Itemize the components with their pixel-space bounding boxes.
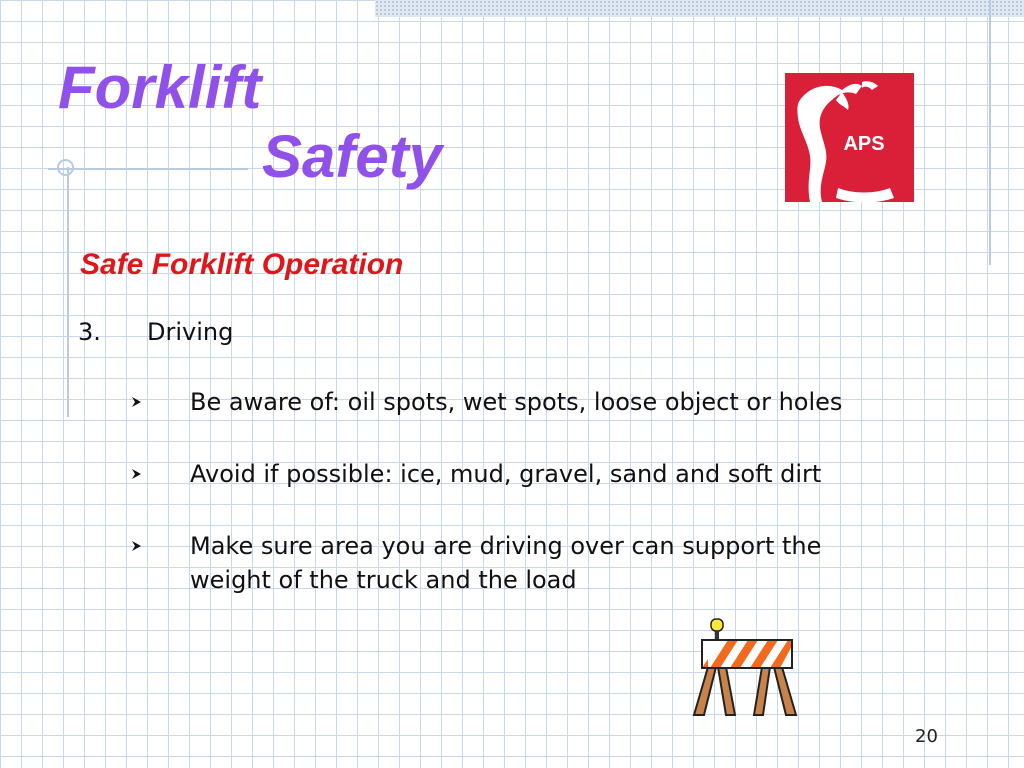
bullet-item (130, 457, 890, 491)
construction-barricade-icon (688, 615, 800, 721)
arrowhead-bullet-icon (130, 540, 142, 552)
bullet-text: Make sure area you are driving over can support the weight of the truck and the load (190, 532, 822, 594)
arrowhead-bullet-icon (130, 468, 142, 480)
bullet-item (130, 385, 890, 419)
left-vertical-rule (67, 167, 69, 417)
bullet-text: Avoid if possible: ice, mud, gravel, sand and soft dirt (190, 460, 822, 488)
slide-subtitle: Safe Forklift Operation (80, 248, 404, 281)
bullet-list (130, 385, 890, 635)
bullet-text: Be aware of: oil spots, wet spots, loose object or holes (190, 388, 843, 416)
top-decorative-band (375, 0, 1024, 17)
page-number: 20 (915, 726, 938, 747)
title-underline-rule (48, 168, 248, 170)
title-line-2: Safety (262, 123, 443, 190)
step-label: Driving (147, 318, 234, 346)
arrowhead-bullet-icon (130, 396, 142, 408)
aps-logo-icon (782, 70, 917, 205)
right-vertical-rule (989, 0, 991, 265)
title-rule-ring (57, 159, 74, 176)
title-line-1: Forklift (58, 54, 262, 121)
step-number: 3. (78, 318, 101, 346)
bullet-item (130, 529, 890, 597)
logo-text: APS (843, 133, 885, 155)
